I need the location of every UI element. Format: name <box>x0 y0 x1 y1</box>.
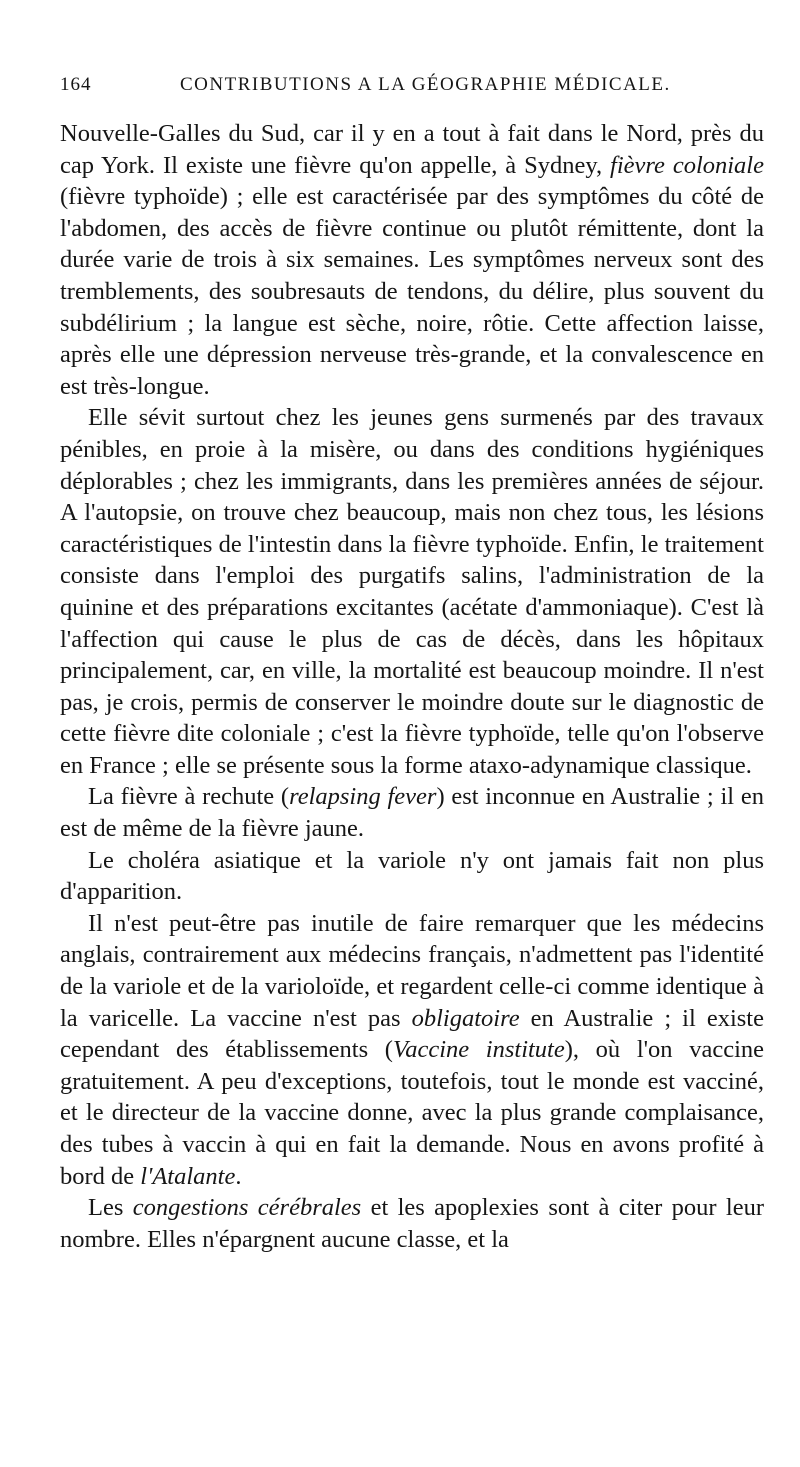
book-page <box>60 74 764 1255</box>
text-run: ), où l'on vaccine gratuitement. A peu d'exceptions, toutefois, tout le monde est vacciné, et le directeur de la vaccine donne, avec la plus grande complaisance, des tubes à vaccin à qui en fait la demande. Nous en avons profité à bord de <box>60 1036 765 1190</box>
body-text <box>60 118 764 1255</box>
text-run: en Australie ; il existe cependant des établissements ( <box>60 1004 764 1064</box>
page-number: 164 <box>60 74 92 95</box>
text-run: Il n'est peut-être pas inutile de faire remarquer que les médecins anglais, contrairement aux médecins français, n'admettent pas l'identité de la variole et de la varioloïde, et regardent celle-ci comme identique à la varicelle. La vaccine n'est pas <box>60 909 764 1032</box>
paragraph <box>60 845 764 908</box>
paragraph <box>60 908 764 1192</box>
text-run: et les apoplexies sont à citer pour leur nombre. Elles n'épargnent aucune classe, et la <box>60 1194 765 1253</box>
italic-text: relapsing fever <box>289 783 437 811</box>
italic-text: congestions cérébrales <box>132 1194 362 1222</box>
text-run: La fièvre à rechute ( <box>88 783 290 811</box>
text-run: Le choléra asiatique et la variole n'y ont jamais fait non plus d'apparition. <box>60 846 764 906</box>
text-run: (fièvre typhoïde) ; elle est caractérisée par des symptômes du côté de l'abdomen, des accès de fièvre continue ou plutôt rémittente, dont la durée varie de trois à six semaines. Les symptômes nerveux sont des tremblements, des soubresauts de tendons, du délire, plus souvent du subdélirium ; la langue est sèche, noire, rôtie. Cette affection laisse, après elle une dépression nerveuse très-grande, et la convalescence en est très-longue. <box>60 183 764 400</box>
italic-text: Vaccine institute <box>392 1036 565 1064</box>
italic-text: obligatoire <box>411 1004 520 1032</box>
text-run: ) est inconnue en Australie ; il en est de même de la fièvre jaune. <box>60 783 764 843</box>
running-title: CONTRIBUTIONS A LA GÉOGRAPHIE MÉDICALE. <box>180 74 671 95</box>
text-run: . <box>235 1162 242 1190</box>
text-run: Elle sévit surtout chez les jeunes gens surmenés par des travaux pénibles, en proie à la misère, ou dans des conditions hygiéniques déplorables ; chez les immigrants, dans les premières années de séjour. A l'autopsie, on trouve chez beaucoup, mais non chez tous, les lésions caractéristiques de l'intestin dans la fièvre typhoïde. Enfin, le traitement consiste dans l'emploi des purgatifs salins, l'administration de la quinine et des préparations excitantes (acétate d'ammoniaque). C'est là l'affection qui cause le plus de cas de décès, dans les hôpitaux principalement, car, en ville, la mortalité est beaucoup moindre. Il n'est pas, je crois, permis de conserver le moindre doute sur le diagnostic de cette fièvre dite coloniale ; c'est la fièvre typhoïde, telle qu'on l'observe en France ; elle se présente sous la forme ataxo-adynamique classique. <box>60 404 764 779</box>
running-head <box>60 74 764 104</box>
paragraph <box>60 402 764 781</box>
text-run: Nouvelle-Galles du Sud, car il y en a tout à fait dans le Nord, près du cap York. Il existe une fièvre qu'on appelle, à Sydney, <box>60 120 764 179</box>
paragraph <box>60 781 764 844</box>
italic-text: l'Atalante <box>140 1162 236 1190</box>
paragraph <box>60 1192 764 1255</box>
paragraph <box>60 118 764 402</box>
text-run: Les <box>88 1194 133 1222</box>
italic-text: fièvre coloniale <box>610 151 764 179</box>
